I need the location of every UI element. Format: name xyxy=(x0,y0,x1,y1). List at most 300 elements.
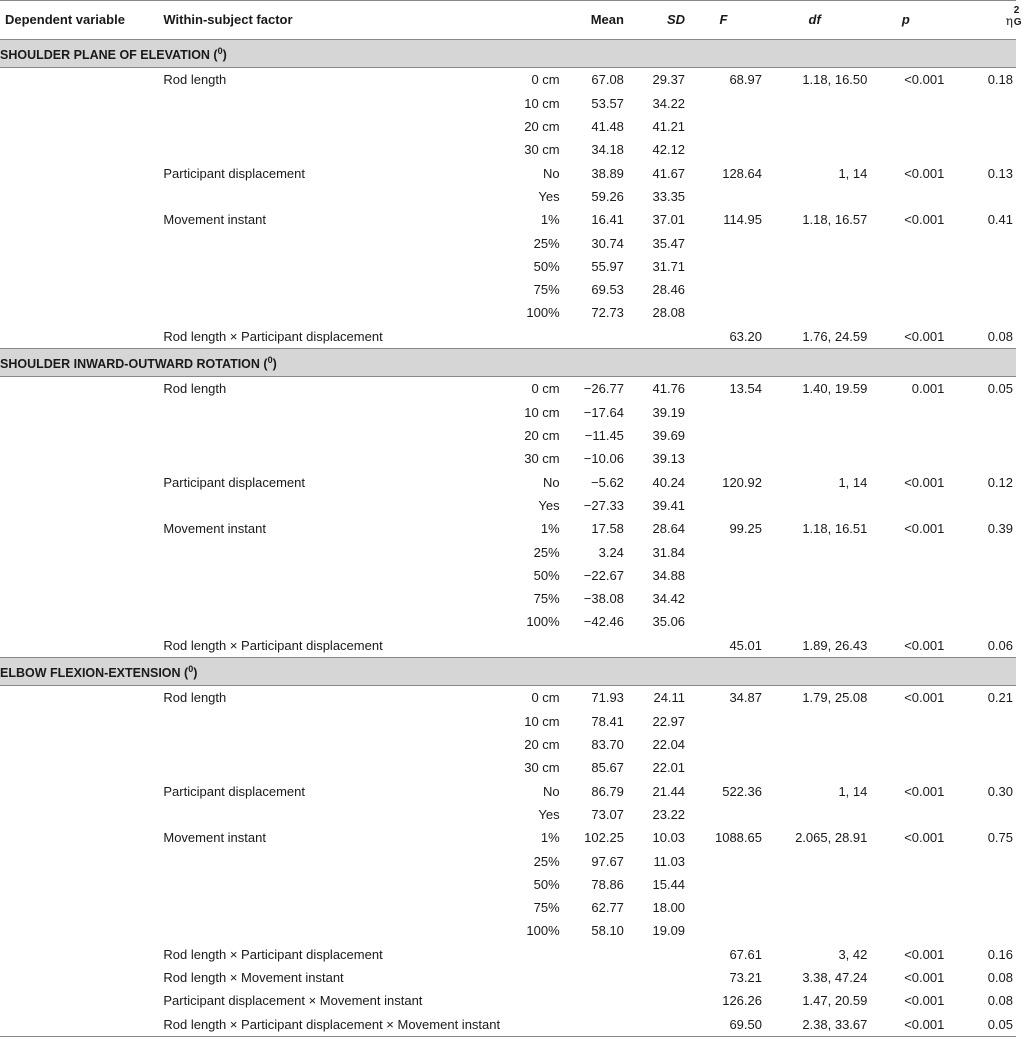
cell-factor: Rod length × Participant displacement xyxy=(163,328,383,344)
cell-empty xyxy=(0,401,163,424)
cell-mean xyxy=(560,943,624,966)
cell-p xyxy=(867,803,944,826)
cell-level: Yes xyxy=(538,188,560,204)
cell-eta xyxy=(944,424,1016,447)
cell-empty xyxy=(0,780,163,803)
cell-mean: 85.67 xyxy=(591,760,624,776)
cell-sd: 11.03 xyxy=(653,853,686,869)
cell-level: 10 cm xyxy=(524,404,560,420)
cell-level: Yes xyxy=(538,497,560,513)
table-row xyxy=(0,587,1016,610)
cell-factor xyxy=(163,850,361,873)
cell-level: 25% xyxy=(533,235,560,251)
cell-f xyxy=(685,401,762,424)
cell-empty xyxy=(0,208,163,231)
cell-mean: 69.53 xyxy=(591,282,624,298)
cell-p xyxy=(867,185,944,208)
cell-empty xyxy=(0,301,163,324)
cell-level: 20 cm xyxy=(524,119,560,135)
cell-p: <0.001 xyxy=(904,637,945,653)
cell-empty xyxy=(0,966,163,989)
cell-eta xyxy=(944,873,1016,896)
cell-sd: 33.35 xyxy=(652,188,686,204)
cell-factor xyxy=(163,401,361,424)
cell-empty xyxy=(0,564,163,587)
cell-sd xyxy=(624,325,685,349)
cell-eta xyxy=(944,138,1016,161)
cell-df xyxy=(762,733,867,756)
cell-empty xyxy=(0,826,163,849)
cell-p: <0.001 xyxy=(904,212,945,228)
cell-f xyxy=(685,92,762,115)
cell-df: 1, 14 xyxy=(838,165,868,181)
cell-level: No xyxy=(543,165,560,181)
cell-mean: 38.89 xyxy=(591,165,624,181)
section-title xyxy=(0,658,1016,686)
cell-f xyxy=(685,115,762,138)
cell-eta xyxy=(944,850,1016,873)
cell-empty xyxy=(0,710,163,733)
cell-sd: 41.76 xyxy=(652,381,686,397)
cell-sd: 15.44 xyxy=(652,876,686,892)
cell-empty xyxy=(0,255,163,278)
cell-empty xyxy=(0,756,163,779)
cell-sd xyxy=(624,989,685,1012)
table-row xyxy=(0,325,1016,349)
cell-df xyxy=(762,541,867,564)
cell-mean: 62.77 xyxy=(591,900,624,916)
cell-f xyxy=(685,733,762,756)
cell-eta: 0.06 xyxy=(987,637,1013,653)
cell-sd: 34.88 xyxy=(652,567,686,583)
header-f: F xyxy=(685,1,762,40)
cell-df: 3, 42 xyxy=(838,946,868,962)
table-row xyxy=(0,896,1016,919)
cell-f: 34.87 xyxy=(729,690,762,706)
table-row xyxy=(0,541,1016,564)
section-title-text: SHOULDER INWARD-OUTWARD ROTATION ( xyxy=(0,357,268,372)
cell-mean xyxy=(560,966,624,989)
table-row xyxy=(0,1013,1016,1037)
cell-f: 128.64 xyxy=(722,165,762,181)
cell-level: 50% xyxy=(533,258,560,274)
table-row xyxy=(0,686,1016,710)
cell-p: <0.001 xyxy=(904,783,945,799)
cell-f xyxy=(685,710,762,733)
cell-empty xyxy=(0,471,163,494)
cell-factor xyxy=(163,610,361,633)
cell-p xyxy=(867,301,944,324)
cell-df: 1.18, 16.51 xyxy=(802,521,868,537)
cell-f: 45.01 xyxy=(729,637,762,653)
cell-eta xyxy=(944,232,1016,255)
table-row xyxy=(0,756,1016,779)
cell-df xyxy=(762,850,867,873)
cell-f xyxy=(685,919,762,942)
cell-sd: 21.44 xyxy=(652,783,686,799)
cell-sd: 28.64 xyxy=(652,521,686,537)
cell-df: 1.18, 16.57 xyxy=(802,212,868,228)
cell-level: 100% xyxy=(526,614,560,630)
cell-df xyxy=(762,919,867,942)
cell-factor: Participant displacement × Movement instant xyxy=(163,993,423,1009)
cell-eta xyxy=(944,255,1016,278)
cell-f: 67.61 xyxy=(729,946,762,962)
cell-factor: Rod length xyxy=(163,690,227,706)
cell-eta: 0.12 xyxy=(987,474,1013,490)
cell-level: 0 cm xyxy=(531,381,560,397)
header-within-subject-factor: Within-subject factor xyxy=(163,1,559,40)
table-row xyxy=(0,517,1016,540)
cell-df xyxy=(762,424,867,447)
cell-eta xyxy=(944,92,1016,115)
cell-level: 0 cm xyxy=(531,690,560,706)
cell-df: 2.065, 28.91 xyxy=(795,830,868,846)
cell-p xyxy=(867,896,944,919)
cell-mean: −5.62 xyxy=(591,474,624,490)
degree-superscript: 0 xyxy=(267,355,273,366)
table-row xyxy=(0,232,1016,255)
section-header-row xyxy=(0,658,1016,686)
cell-f xyxy=(685,610,762,633)
cell-eta xyxy=(944,803,1016,826)
cell-p xyxy=(867,115,944,138)
cell-f: 114.95 xyxy=(723,212,762,228)
cell-f xyxy=(685,564,762,587)
eta-subscript: G xyxy=(1013,17,1022,29)
cell-mean: 102.25 xyxy=(584,830,624,846)
cell-eta xyxy=(944,733,1016,756)
section-title-text: ELBOW FLEXION-EXTENSION ( xyxy=(0,666,189,681)
section-title-close: ) xyxy=(222,48,227,63)
cell-mean: −17.64 xyxy=(583,404,624,420)
table-row xyxy=(0,610,1016,633)
cell-df: 1.47, 20.59 xyxy=(802,993,868,1009)
cell-mean: 17.58 xyxy=(591,521,624,537)
cell-eta xyxy=(944,587,1016,610)
cell-level: No xyxy=(543,474,560,490)
cell-factor xyxy=(163,756,361,779)
cell-factor xyxy=(163,255,361,278)
cell-f: 68.97 xyxy=(729,72,762,88)
cell-eta: 0.39 xyxy=(987,521,1013,537)
section-title xyxy=(0,40,1016,68)
cell-eta: 0.16 xyxy=(987,946,1013,962)
cell-sd: 35.47 xyxy=(652,235,686,251)
cell-f xyxy=(685,873,762,896)
cell-empty xyxy=(0,1013,163,1037)
cell-empty xyxy=(0,610,163,633)
cell-df xyxy=(762,255,867,278)
cell-factor xyxy=(163,447,361,470)
cell-df xyxy=(762,278,867,301)
cell-df: 1.76, 24.59 xyxy=(802,328,868,344)
cell-sd: 28.46 xyxy=(652,282,686,298)
cell-df xyxy=(762,564,867,587)
cell-p: <0.001 xyxy=(904,690,945,706)
cell-df: 1.18, 16.50 xyxy=(802,72,868,88)
cell-empty xyxy=(0,686,163,710)
cell-factor: Movement instant xyxy=(163,212,266,228)
cell-factor: Rod length × Participant displacement xyxy=(163,637,383,653)
cell-level: 50% xyxy=(533,567,560,583)
cell-factor xyxy=(163,92,361,115)
cell-p xyxy=(867,710,944,733)
eta-superscript: 2 xyxy=(1013,5,1020,17)
cell-level: 30 cm xyxy=(524,760,560,776)
cell-p xyxy=(867,610,944,633)
cell-sd: 39.13 xyxy=(652,451,686,467)
cell-p xyxy=(867,919,944,942)
table-row xyxy=(0,377,1016,401)
cell-f xyxy=(685,255,762,278)
cell-sd: 41.67 xyxy=(652,165,686,181)
cell-eta xyxy=(944,301,1016,324)
cell-f xyxy=(685,850,762,873)
cell-p xyxy=(867,278,944,301)
cell-p xyxy=(867,850,944,873)
cell-sd: 39.69 xyxy=(652,428,686,444)
header-row xyxy=(0,1,1016,40)
cell-p: <0.001 xyxy=(904,474,945,490)
cell-eta xyxy=(944,896,1016,919)
cell-p xyxy=(867,447,944,470)
cell-level: 75% xyxy=(533,900,560,916)
cell-factor xyxy=(163,919,361,942)
table-row xyxy=(0,966,1016,989)
cell-level: 0 cm xyxy=(531,72,560,88)
cell-f xyxy=(685,278,762,301)
cell-eta xyxy=(944,710,1016,733)
table-row xyxy=(0,301,1016,324)
cell-empty xyxy=(0,943,163,966)
eta-squared-symbol xyxy=(1005,5,1022,29)
cell-factor: Rod length xyxy=(163,381,227,397)
cell-f xyxy=(685,424,762,447)
cell-level xyxy=(362,943,560,966)
cell-mean: −38.08 xyxy=(583,591,624,607)
cell-empty xyxy=(0,733,163,756)
cell-factor xyxy=(163,564,361,587)
cell-sd: 29.37 xyxy=(652,72,686,88)
table-row xyxy=(0,115,1016,138)
table-row xyxy=(0,92,1016,115)
section-header-row xyxy=(0,349,1016,377)
cell-level: 10 cm xyxy=(524,95,560,111)
table-row xyxy=(0,494,1016,517)
cell-sd: 41.21 xyxy=(652,119,686,135)
table-row xyxy=(0,162,1016,185)
cell-p: <0.001 xyxy=(904,970,945,986)
table-row xyxy=(0,564,1016,587)
cell-empty xyxy=(0,587,163,610)
cell-mean: 97.67 xyxy=(591,853,624,869)
cell-empty xyxy=(0,634,163,658)
table-row xyxy=(0,68,1016,92)
cell-df xyxy=(762,401,867,424)
cell-df: 1, 14 xyxy=(838,474,868,490)
cell-sd: 31.84 xyxy=(652,544,686,560)
cell-factor xyxy=(163,424,361,447)
cell-empty xyxy=(0,115,163,138)
cell-mean: 30.74 xyxy=(591,235,624,251)
cell-sd: 35.06 xyxy=(652,614,686,630)
cell-eta xyxy=(944,447,1016,470)
cell-p: <0.001 xyxy=(867,1013,944,1037)
cell-p xyxy=(867,733,944,756)
cell-level: 75% xyxy=(533,591,560,607)
cell-df xyxy=(762,803,867,826)
cell-f: 120.92 xyxy=(722,474,762,490)
cell-f xyxy=(685,301,762,324)
cell-df: 1.40, 19.59 xyxy=(802,381,868,397)
cell-sd: 19.09 xyxy=(652,923,686,939)
cell-df xyxy=(762,610,867,633)
cell-empty xyxy=(0,447,163,470)
cell-f: 126.26 xyxy=(722,993,762,1009)
cell-level xyxy=(362,634,560,658)
cell-mean: 3.24 xyxy=(598,544,624,560)
table-row xyxy=(0,255,1016,278)
cell-f xyxy=(685,803,762,826)
cell-factor xyxy=(163,710,361,733)
table-row xyxy=(0,826,1016,849)
cell-mean: 78.86 xyxy=(591,876,624,892)
cell-level: 20 cm xyxy=(524,428,560,444)
cell-factor xyxy=(163,494,361,517)
cell-sd: 28.08 xyxy=(652,305,686,321)
cell-f xyxy=(685,587,762,610)
cell-mean: −42.46 xyxy=(583,614,624,630)
cell-df xyxy=(762,232,867,255)
cell-empty xyxy=(0,185,163,208)
cell-sd xyxy=(624,943,685,966)
cell-level: 1% xyxy=(540,521,560,537)
cell-p: <0.001 xyxy=(904,521,945,537)
cell-eta xyxy=(944,185,1016,208)
cell-factor xyxy=(163,803,361,826)
cell-empty xyxy=(0,278,163,301)
cell-p: <0.001 xyxy=(904,72,945,88)
cell-empty xyxy=(0,424,163,447)
cell-factor xyxy=(163,185,361,208)
cell-level: 1% xyxy=(540,212,560,228)
table-row xyxy=(0,850,1016,873)
cell-eta xyxy=(944,115,1016,138)
cell-empty xyxy=(0,494,163,517)
header-mean: Mean xyxy=(560,1,624,40)
cell-eta: 0.13 xyxy=(987,165,1013,181)
table-row xyxy=(0,710,1016,733)
cell-p: <0.001 xyxy=(904,328,945,344)
cell-mean: −22.67 xyxy=(583,567,624,583)
cell-mean: 86.79 xyxy=(591,783,624,799)
table-row xyxy=(0,401,1016,424)
cell-df: 3.38, 47.24 xyxy=(802,970,868,986)
cell-mean xyxy=(560,634,624,658)
cell-factor xyxy=(163,138,361,161)
cell-p xyxy=(867,401,944,424)
cell-empty xyxy=(0,162,163,185)
cell-empty xyxy=(0,541,163,564)
cell-factor xyxy=(163,587,361,610)
cell-df xyxy=(762,587,867,610)
table-row xyxy=(0,424,1016,447)
cell-df xyxy=(762,115,867,138)
cell-level: 10 cm xyxy=(524,713,560,729)
cell-sd: 22.04 xyxy=(652,737,686,753)
cell-eta: 0.08 xyxy=(987,328,1013,344)
cell-mean: 16.41 xyxy=(591,212,624,228)
cell-f xyxy=(685,756,762,779)
cell-mean: 53.57 xyxy=(591,95,624,111)
cell-empty xyxy=(0,68,163,92)
cell-f: 73.21 xyxy=(729,970,762,986)
cell-f xyxy=(685,185,762,208)
cell-factor: Rod length xyxy=(163,72,227,88)
cell-level: 75% xyxy=(533,282,560,298)
cell-level xyxy=(362,966,560,989)
cell-sd: 10.03 xyxy=(652,830,686,846)
cell-empty xyxy=(0,232,163,255)
cell-level: 20 cm xyxy=(524,737,560,753)
cell-f xyxy=(685,138,762,161)
cell-p: <0.001 xyxy=(904,165,945,181)
cell-p xyxy=(867,756,944,779)
cell-factor xyxy=(163,541,361,564)
cell-f: 13.54 xyxy=(729,381,762,397)
eta-letter: η xyxy=(1005,14,1013,29)
cell-mean: −27.33 xyxy=(583,497,624,513)
cell-empty xyxy=(0,325,163,349)
table-row xyxy=(0,873,1016,896)
cell-factor: Rod length × Participant displacement × Movement instant xyxy=(163,1013,361,1037)
table-row xyxy=(0,471,1016,494)
cell-factor: Participant displacement xyxy=(163,474,305,490)
cell-mean xyxy=(560,1013,624,1037)
cell-empty xyxy=(0,138,163,161)
cell-eta: 0.75 xyxy=(987,830,1013,846)
cell-p: 0.001 xyxy=(911,381,945,397)
cell-sd: 31.71 xyxy=(652,258,686,274)
cell-level xyxy=(362,325,560,349)
cell-factor: Movement instant xyxy=(163,830,266,846)
cell-mean: 55.97 xyxy=(591,258,624,274)
cell-empty xyxy=(0,989,163,1012)
cell-sd: 39.19 xyxy=(652,404,686,420)
cell-eta: 0.41 xyxy=(987,212,1013,228)
table-row xyxy=(0,733,1016,756)
cell-p xyxy=(867,255,944,278)
header-df: df xyxy=(762,1,867,40)
cell-df: 1.79, 25.08 xyxy=(802,690,868,706)
cell-factor: Rod length × Movement instant xyxy=(163,970,344,986)
cell-level: 1% xyxy=(540,830,560,846)
cell-sd: 42.12 xyxy=(652,142,686,158)
cell-level: 50% xyxy=(533,876,560,892)
cell-eta: 0.18 xyxy=(987,72,1013,88)
header-eta-squared xyxy=(944,1,1022,40)
cell-mean: −26.77 xyxy=(583,381,624,397)
cell-eta xyxy=(944,919,1016,942)
table-row xyxy=(0,989,1016,1012)
cell-level: 25% xyxy=(533,544,560,560)
degree-superscript: 0 xyxy=(188,664,194,675)
table-row xyxy=(0,919,1016,942)
cell-f xyxy=(685,541,762,564)
table-row xyxy=(0,185,1016,208)
table-row xyxy=(0,634,1016,658)
